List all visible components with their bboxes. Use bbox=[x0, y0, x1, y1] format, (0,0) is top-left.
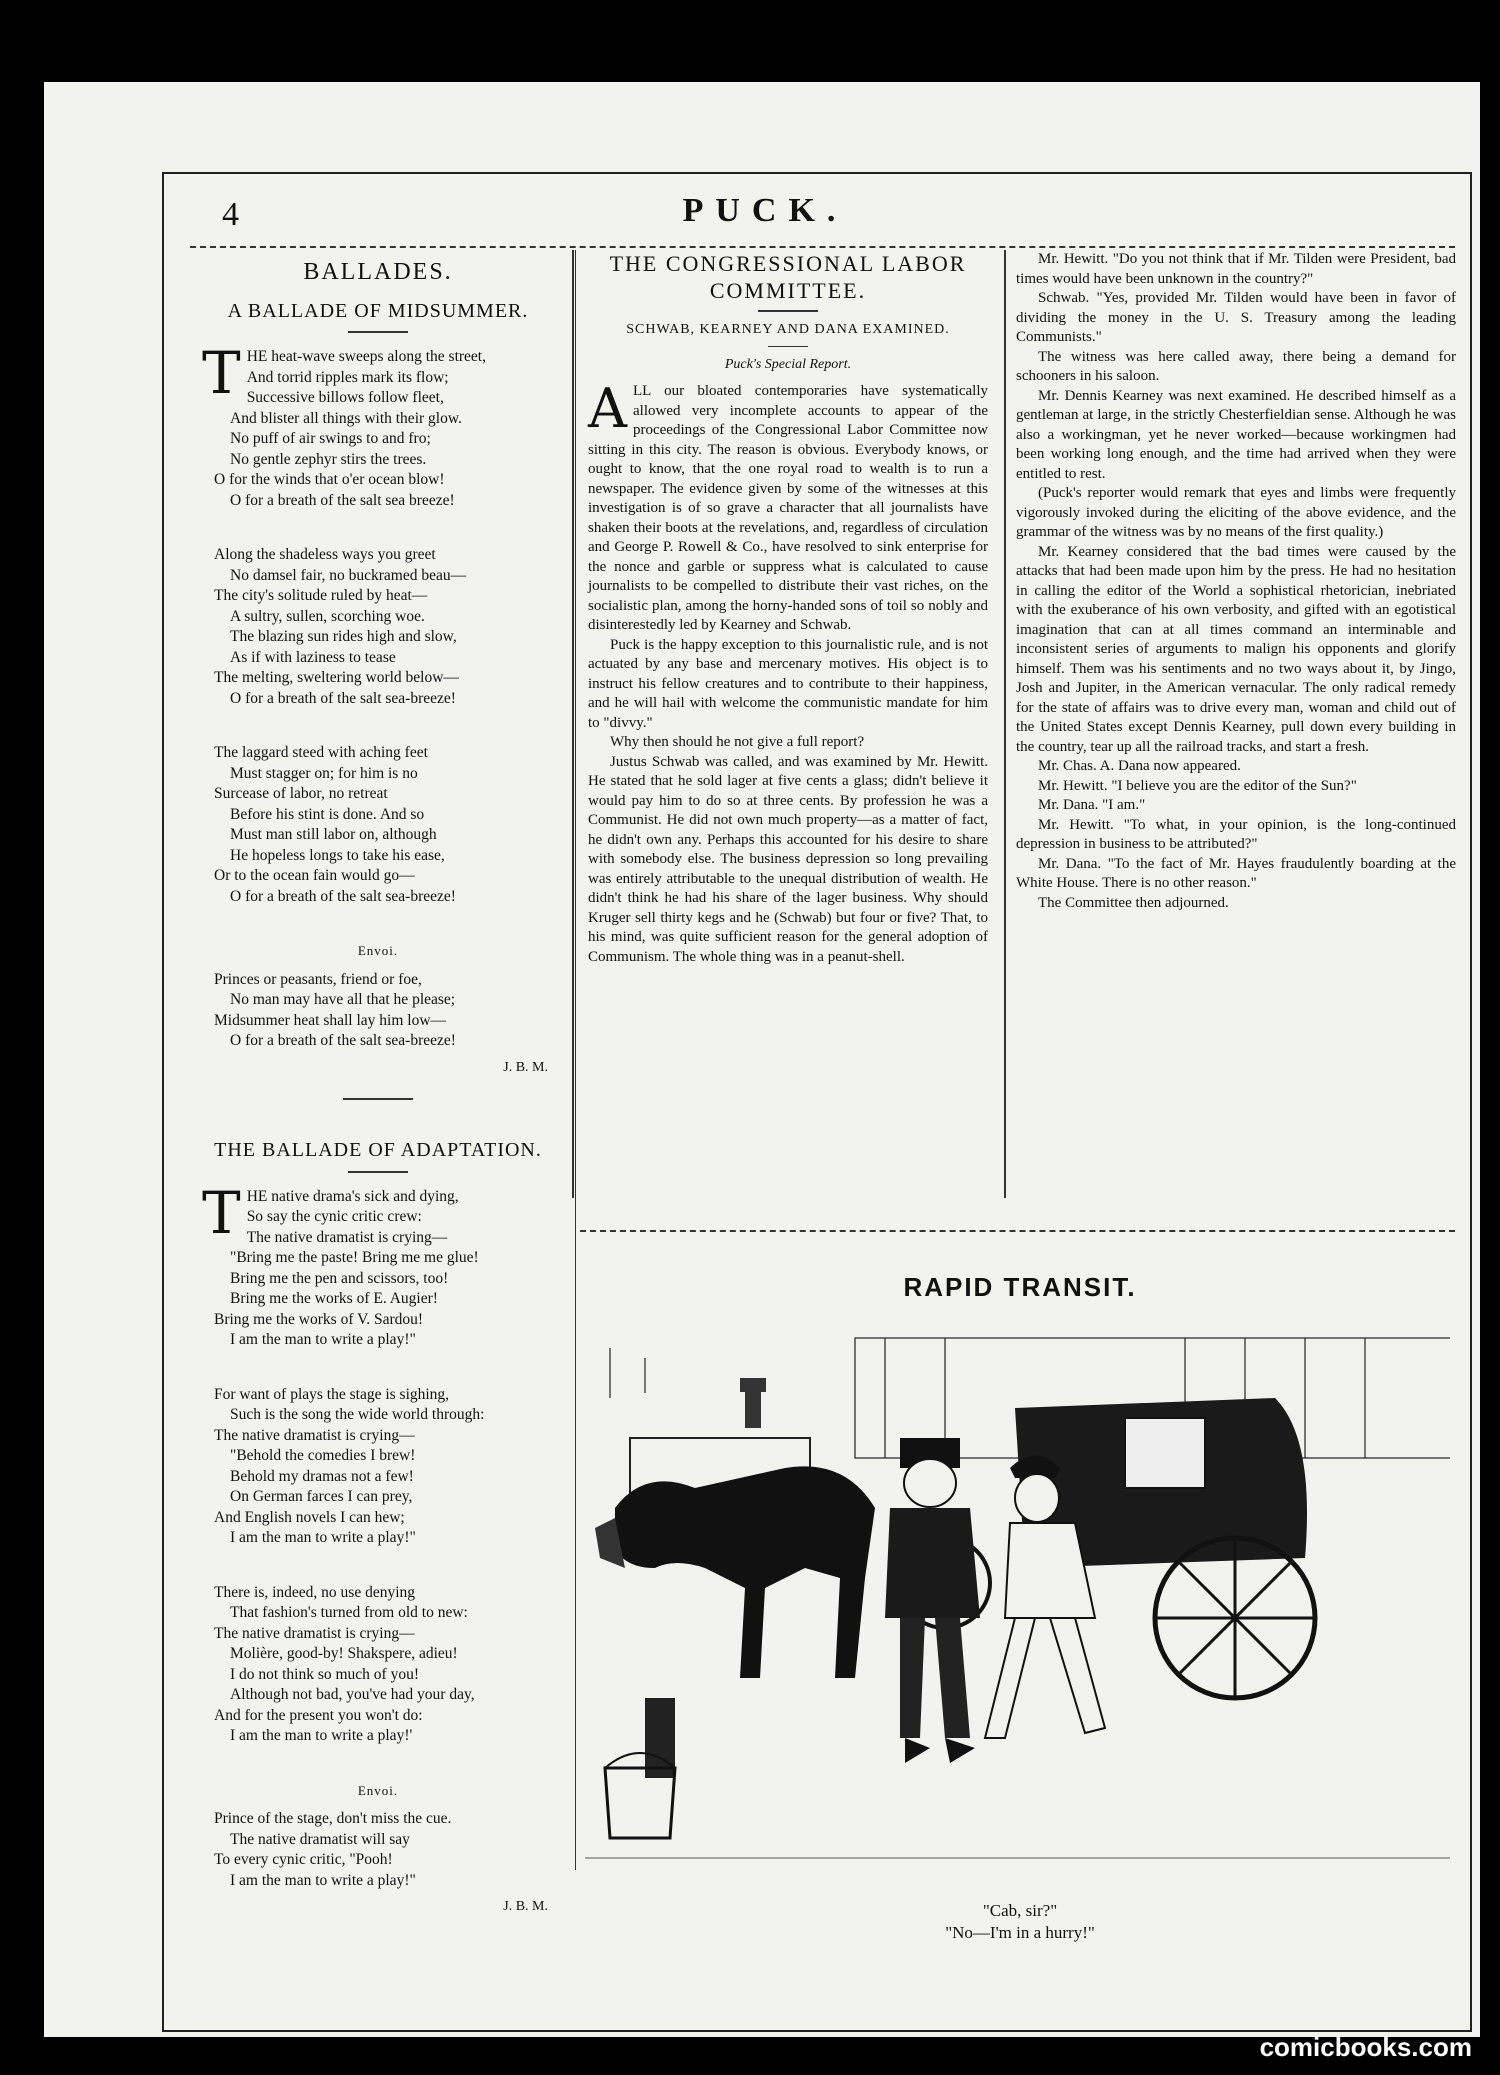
poem-line: Bring me the works of E. Augier! bbox=[230, 1290, 438, 1307]
poem-line: HE native drama's sick and dying, bbox=[246, 1187, 459, 1205]
article-paragraph: Puck is the happy exception to this journalistic rule, and is not actuated by any base and mercenary motives. His object is to instruct his fellow creatures and to contribute to their happiness, and he will hail with welcome the communistic mandate for him to "divvy." bbox=[588, 636, 988, 731]
column-divider-left-2 bbox=[575, 250, 576, 1870]
masthead: PUCK. bbox=[682, 192, 848, 229]
poem-line: To every cynic critic, "Pooh! bbox=[214, 1851, 393, 1868]
poem-line: "Behold the comedies I brew! bbox=[230, 1447, 416, 1464]
poem-line: The native dramatist is crying— bbox=[214, 1624, 415, 1642]
article-paragraph: Mr. Hewitt. "Do you not think that if Mr. Tilden were President, bad times would have been unknown in the country?" bbox=[1016, 251, 1456, 287]
poem-line: Surcease of labor, no retreat bbox=[214, 785, 388, 802]
poem-line: I am the man to write a play!' bbox=[230, 1727, 413, 1744]
article-title: THE CONGRESSIONAL LABOR COMMITTEE. bbox=[609, 251, 967, 303]
poem-line: And English novels I can hew; bbox=[214, 1508, 405, 1526]
article-col1-body bbox=[588, 377, 988, 967]
poem-line: No man may have all that he please; bbox=[230, 991, 456, 1008]
ballade1-title: A BALLADE OF MIDSUMMER. bbox=[227, 299, 529, 322]
article-paragraph: Mr. Dennis Kearney was next examined. He described himself as a gentleman at large, in the strictly Chesterfieldian sense. Although he was also a workingman, yet he never worked—because workingmen had been working long enough, and the time had arrived when they were entitled to rest. bbox=[1016, 387, 1456, 482]
poem-line: And for the present you won't do: bbox=[214, 1706, 423, 1724]
article-column-2 bbox=[1016, 250, 1456, 913]
article-paragraph: Mr. Chas. A. Dana now appeared. bbox=[1038, 758, 1241, 774]
ballade2-stanza3 bbox=[208, 1583, 548, 1747]
poem-line: The native dramatist is crying— bbox=[214, 1426, 415, 1444]
poem-line: No puff of air swings to and fro; bbox=[230, 430, 431, 447]
ballade1-stanza1 bbox=[202, 339, 548, 511]
article-subtitle: SCHWAB, KEARNEY AND DANA EXAMINED. bbox=[626, 322, 950, 337]
poem-line: No damsel fair, no buckramed beau— bbox=[230, 566, 467, 584]
rapid-transit-illustration bbox=[585, 1318, 1450, 1888]
section-title: BALLADES. bbox=[303, 259, 453, 285]
caption-line-2: "No—I'm in a hurry!" bbox=[945, 1923, 1095, 1942]
ballade1-envoi bbox=[208, 970, 548, 1052]
cartoon-rule bbox=[580, 1230, 1455, 1232]
poem-line: The laggard steed with aching feet bbox=[214, 744, 428, 761]
ballade1-envoi-heading: Envoi. bbox=[357, 943, 399, 958]
poem-line: I am the man to write a play!" bbox=[230, 1871, 416, 1889]
article-paragraph: Mr. Hewitt. "To what, in your opinion, is the long-continued depression in business to be attributed?" bbox=[1016, 816, 1456, 852]
article-dropcap: A bbox=[588, 377, 627, 440]
poem-line: That fashion's turned from old to new: bbox=[230, 1604, 468, 1621]
article-paragraph: Why then should he not give a full report? bbox=[610, 734, 865, 750]
ballade-separator bbox=[343, 1098, 413, 1100]
poem-line: And blister all things with their glow. bbox=[230, 409, 462, 427]
poem-line: O for a breath of the salt sea-breeze! bbox=[230, 887, 456, 905]
poem-line: The melting, sweltering world below— bbox=[214, 669, 459, 686]
poem-line: Successive billows follow fleet, bbox=[246, 389, 444, 406]
ballade2-stanza2 bbox=[208, 1385, 548, 1549]
article-paragraph: Justus Schwab was called, and was examined by Mr. Hewitt. He stated that he sold lager at five cents a glass; didn't believe it would pay him to do so at three cents. By profession he was a Communist. He did not own much property—as a matter of fact, he didn't own any. Perhaps this accounted for his desire to share with somebody else. The business depression so long prevailing was entirely attributable to the unequal distribution of wealth. He didn't think he had his share of the lager business. Why should Kruger sell thirty kegs and he (Schwab) but four or five? That, to his mind, was quite sufficient reason for the general adoption of Communism. The whole thing was in a peanut-shell. bbox=[588, 753, 988, 965]
poem-line: As if with laziness to tease bbox=[230, 648, 396, 666]
page-number: 4 bbox=[222, 196, 239, 233]
poem-line: O for a breath of the salt sea-breeze! bbox=[230, 689, 456, 707]
article-paragraph: Mr. Kearney considered that the bad times were caused by the attacks that had been made upon him by the press. He had no hesitation in calling the editor of the World a sophistical rhetorician, inebriated with the exuberance of his own verbosity, and gifted with an egotistical imagination that can at all times command an interminable and inconsistent series of arguments to malign his opponents and glorify himself. Them was his sentiments and no two ways about it, by Jingo, Josh and Jupiter, in the American vernacular. The only radical remedy for the state of affairs was to drive every man, woman and child out of the United States except Dennis Kearney, pull down every building in the country, tear up all the railroad tracks, and start a fresh. bbox=[1016, 543, 1456, 755]
poem-line: On German farces I can prey, bbox=[230, 1488, 413, 1505]
ballade1-stanza2 bbox=[208, 545, 548, 709]
poem-line: HE heat-wave sweeps along the street, bbox=[246, 348, 486, 365]
column-divider-left bbox=[572, 250, 574, 1198]
poem-line: A sultry, sullen, scorching woe. bbox=[230, 607, 425, 625]
ballade2-envoi bbox=[208, 1809, 548, 1891]
poem-line: Princes or peasants, friend or foe, bbox=[214, 970, 422, 988]
poem-line: I do not think so much of you! bbox=[230, 1665, 419, 1683]
poem-line: Molière, good-by! Shakspere, adieu! bbox=[230, 1645, 458, 1662]
poem-line: He hopeless longs to take his ease, bbox=[230, 846, 445, 864]
poem-line: The city's solitude ruled by heat— bbox=[214, 587, 428, 604]
poem-line: Before his stint is done. And so bbox=[230, 805, 425, 823]
poem-line: Must man still labor on, although bbox=[230, 826, 437, 843]
watermark: comicbooks.com bbox=[1259, 2032, 1472, 2062]
poem-line: Midsummer heat shall lay him low— bbox=[214, 1011, 447, 1029]
article-byline: Puck's Special Report. bbox=[724, 356, 852, 372]
article-paragraph: Mr. Hewitt. "I believe you are the editor of the Sun?" bbox=[1038, 777, 1357, 794]
poem-line: O for a breath of the salt sea breeze! bbox=[230, 491, 455, 509]
bucket-and-post bbox=[605, 1698, 675, 1838]
poem-line: No gentle zephyr stirs the trees. bbox=[230, 450, 427, 468]
poem-line: Must stagger on; for him is no bbox=[230, 764, 418, 782]
poem-line: The blazing sun rides high and slow, bbox=[230, 628, 457, 645]
cabman bbox=[885, 1438, 980, 1763]
article-paragraph: The Committee then adjourned. bbox=[1038, 894, 1229, 911]
ballade2-title: THE BALLADE OF ADAPTATION. bbox=[214, 1139, 542, 1161]
article-paragraph: LL our bloated contemporaries have systematically allowed very incomplete accounts to appear of the proceedings of the Congressional Labor Committee now sitting in this city. The reason is obvious. Everybody knows, or ought to know, that the one royal road to wealth is to run a newspaper. The evidence given by some of the witnesses at this investigation is of so grave a character that all journalists have shaken their boots at the revelations, and, regardless of circulation and George P. Rowell & Co., have resolved to sink enterprise for the nonce and garble or suppress what is calculated to cause journalists to be compelled to distribute their vast riches, on the socialistic plan, among the horny-handed sons of toil so nobly and disinterestedly led by Kearney and Schwab. bbox=[588, 383, 988, 633]
poem-line: O for a breath of the salt sea-breeze! bbox=[230, 1032, 456, 1049]
poem-line: Behold my dramas not a few! bbox=[230, 1467, 414, 1485]
poem-line: And torrid ripples mark its flow; bbox=[246, 368, 449, 386]
horse bbox=[595, 1466, 875, 1678]
ballades-column bbox=[202, 259, 548, 1938]
caption-line-1: "Cab, sir?" bbox=[982, 1901, 1058, 1920]
ballade2-rule bbox=[348, 1171, 408, 1173]
masthead-rule bbox=[190, 246, 1455, 248]
article-paragraph: (Puck's reporter would remark that eyes and limbs were frequently vigorously invoked during the eliciting of the above evidence, and the grammar of the witness was by no means of the first quality.) bbox=[1016, 485, 1456, 540]
poem-line: The native dramatist will say bbox=[230, 1830, 410, 1848]
poem-line: Although not bad, you've had your day, bbox=[230, 1686, 475, 1703]
article-title-rule bbox=[758, 310, 818, 312]
poem-line: Prince of the stage, don't miss the cue. bbox=[214, 1810, 452, 1827]
ballade2-envoi-heading: Envoi. bbox=[357, 1782, 399, 1798]
article-paragraph: Mr. Dana. "To the fact of Mr. Hayes fraudulently boarding at the White House. There is no other reason." bbox=[1016, 855, 1456, 891]
poem-line: Bring me the pen and scissors, too! bbox=[230, 1269, 449, 1287]
poem-line: The native dramatist is crying— bbox=[246, 1228, 448, 1246]
poem-line: Such is the song the wide world through: bbox=[230, 1406, 485, 1423]
ballade1-signature: J. B. M. bbox=[503, 1059, 548, 1075]
poem-line: Bring me the works of V. Sardou! bbox=[214, 1310, 424, 1328]
article-paragraph: Schwab. "Yes, provided Mr. Tilden would have been in favor of dividing the money in the U. S. Treasury among the leading Communists." bbox=[1016, 290, 1456, 345]
poem-line: I am the man to write a play!" bbox=[230, 1529, 416, 1546]
cartoon-caption bbox=[575, 1900, 1465, 1944]
poem-line: Along the shadeless ways you greet bbox=[214, 546, 436, 563]
poem-line: There is, indeed, no use denying bbox=[214, 1583, 416, 1601]
article-paragraph: The witness was here called away, there being a demand for schooners in his saloon. bbox=[1016, 348, 1456, 384]
poem-line: O for the winds that o'er ocean blow! bbox=[214, 471, 445, 488]
poem-line: "Bring me the paste! Bring me me glue! bbox=[230, 1249, 479, 1266]
article-column-1 bbox=[588, 250, 988, 967]
ballade2-dropcap: T bbox=[202, 1178, 241, 1247]
poem-line: Or to the ocean fain would go— bbox=[214, 867, 415, 884]
cartoon-title: RAPID TRANSIT. bbox=[903, 1272, 1137, 1302]
ballade2-stanza1 bbox=[202, 1178, 548, 1351]
column-divider-right bbox=[1004, 250, 1006, 1198]
ballade1-rule bbox=[348, 331, 408, 333]
poem-line: For want of plays the stage is sighing, bbox=[214, 1385, 450, 1403]
article-paragraph: Mr. Dana. "I am." bbox=[1038, 797, 1146, 813]
ballade1-stanza3 bbox=[208, 743, 548, 907]
article-col2-body bbox=[1016, 250, 1456, 913]
ballade2-signature: J. B. M. bbox=[503, 1899, 548, 1914]
article-subtitle-rule bbox=[768, 346, 808, 347]
poem-line: I am the man to write a play!" bbox=[230, 1331, 416, 1348]
ballade1-dropcap: T bbox=[202, 339, 241, 407]
poem-line: So say the cynic critic crew: bbox=[246, 1208, 422, 1225]
